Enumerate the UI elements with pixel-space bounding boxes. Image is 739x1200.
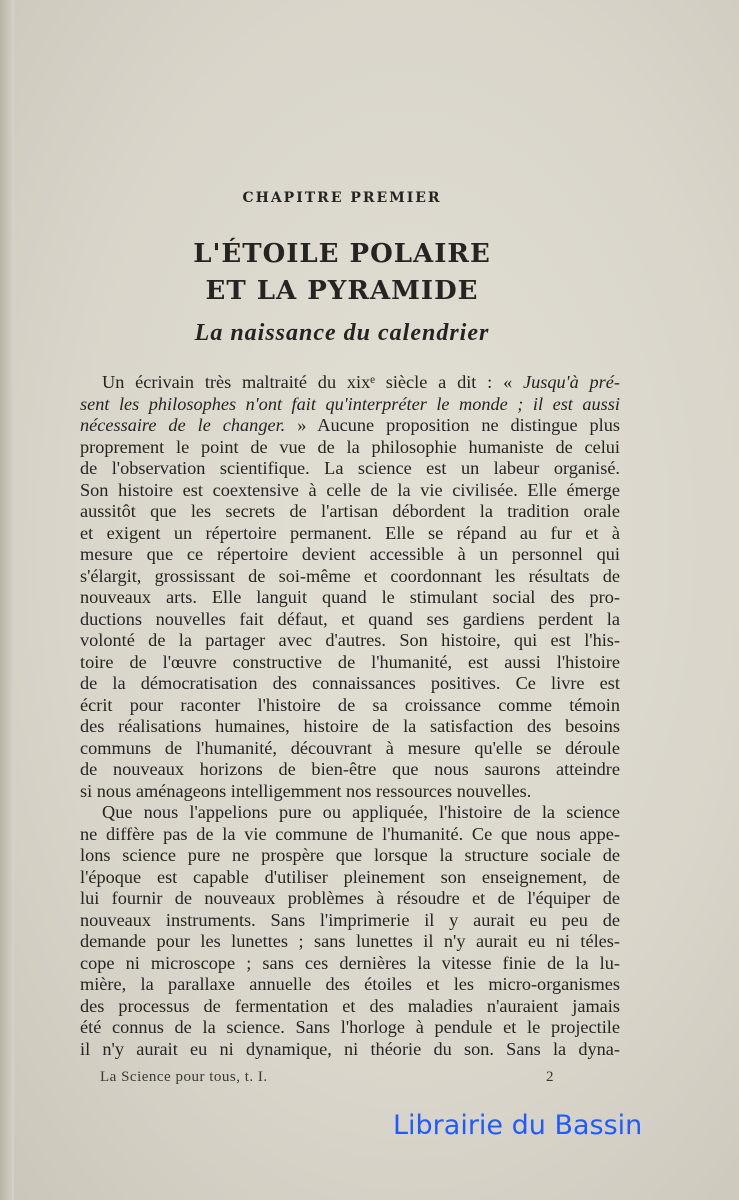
text-line [80,910,620,932]
text-line [80,394,620,416]
text-line [80,673,620,695]
text-span: lons science pure ne prospère que lorsque la structure sociale de [80,845,620,865]
text-span: si nous aménageons intelligemment nos ressources nouvelles. [80,780,532,801]
text-span: Son histoire est coextensive à celle de la vie civilisée. Elle émerge [80,479,620,500]
text-line [80,802,620,824]
text-span: proprement le point de vue de la philosophie humaniste de celui [80,436,620,457]
text-line [80,824,620,846]
text-span: ductions nouvelles fait défaut, et quand ses gardiens perdent la [80,608,620,629]
text-line [80,566,620,588]
text-line [80,1017,620,1039]
text-span: il n'y aurait eu ni dynamique, ni théorie du son. Sans la dyna- [80,1038,620,1059]
page-number: 2 [546,1069,554,1085]
text-line [80,996,620,1018]
text-line [80,544,620,566]
text-line [80,501,620,523]
text-line [80,716,620,738]
text-span: été connus de la science. Sans l'horloge à pendule et le projectile [80,1017,620,1037]
text-span: écrit pour raconter l'histoire de sa croissance comme témoin [80,694,620,715]
text-line [80,888,620,910]
text-line [80,1039,620,1061]
text-span: nouveaux instruments. Sans l'imprimerie il y aurait eu peu de [80,909,620,930]
watermark: Librairie du Bassin [393,1110,643,1141]
text-span: l'époque est capable d'utiliser pleinement son enseignement, de [80,866,620,887]
text-span: des processus de fermentation et des maladies n'auraient jamais [80,995,620,1016]
text-span: mesure que ce répertoire devient accessible à un personnel qui [80,544,620,564]
text-span: s'élargit, grossissant de soi-même et coordonnant les résultats de [80,565,620,586]
chapter-title-line-2: ET LA PYRAMIDE [205,276,479,306]
text-span: de nouveaux horizons de bien-être que nous saurons atteindre [80,759,620,779]
text-span: cope ni microscope ; sans ces dernières la vitesse finie de la lu- [80,952,620,973]
text-line [80,738,620,760]
text-span: des réalisations humaines, histoire de la satisfaction des besoins [80,716,620,736]
text-line [80,781,620,803]
text-span: lui fournir de nouveaux problèmes à résoudre et de l'équiper de [80,888,620,908]
text-span: Un écrivain très maltraité du xixᵉ siècle a dit : « [102,372,524,392]
text-span: aussitôt que les secrets de l'artisan débordent la tradition orale [80,501,620,521]
text-line [80,372,620,394]
text-line [80,609,620,631]
text-line [80,437,620,459]
text-span: mière, la parallaxe annuelle des étoiles et les micro-organismes [80,974,620,994]
text-line [80,587,620,609]
text-span: volonté de la partager avec d'autres. Son histoire, qui est l'his- [80,630,620,650]
text-span: Que nous l'appelions pure ou appliquée, l'histoire de la science [102,802,620,822]
text-line [80,652,620,674]
text-span: et exigent un répertoire permanent. Elle se répand au fur et à [80,522,620,543]
text-line [80,480,620,502]
text-line [80,759,620,781]
text-line [80,630,620,652]
text-line [80,415,620,437]
text-span: communs de l'humanité, découvrant à mesure qu'elle se déroule [80,737,620,758]
chapter-title-line-1: L'ÉTOILE POLAIRE [193,239,491,269]
text-span: demande pour les lunettes ; sans lunettes il n'y aurait eu ni téles- [80,931,620,951]
text-line [80,845,620,867]
text-line [80,867,620,889]
page-edge-shadow [0,0,14,1200]
text-span: » Aucune proposition ne distingue plus [285,415,620,435]
text-line [80,974,620,996]
text-span: de l'observation scientifique. La science est un labeur organisé. [80,458,620,478]
text-span: nouveaux arts. Elle languit quand le stimulant social des pro- [80,587,620,607]
text-line [80,523,620,545]
text-line [80,458,620,480]
italic-quote-text: nécessaire de le changer. [80,415,286,435]
text-line [80,695,620,717]
text-span: ne diffère pas de la vie commune de l'humanité. Ce que nous appe- [80,823,620,844]
text-line [80,931,620,953]
italic-quote-text: Jusqu'à pré- [523,372,620,392]
chapter-subtitle: La naissance du calendrier [194,320,490,346]
text-line [80,953,620,975]
text-span: toire de l'œuvre constructive de l'humanité, est aussi l'histoire [80,651,620,672]
running-footer: La Science pour tous, t. I. [100,1069,268,1085]
text-span: de la démocratisation des connaissances positives. Ce livre est [80,673,620,693]
chapter-label: CHAPITRE PREMIER [242,190,442,206]
body-text [80,372,620,1060]
italic-quote-text: sent les philosophes n'ont fait qu'interpréter le monde ; il est aussi [80,393,620,414]
